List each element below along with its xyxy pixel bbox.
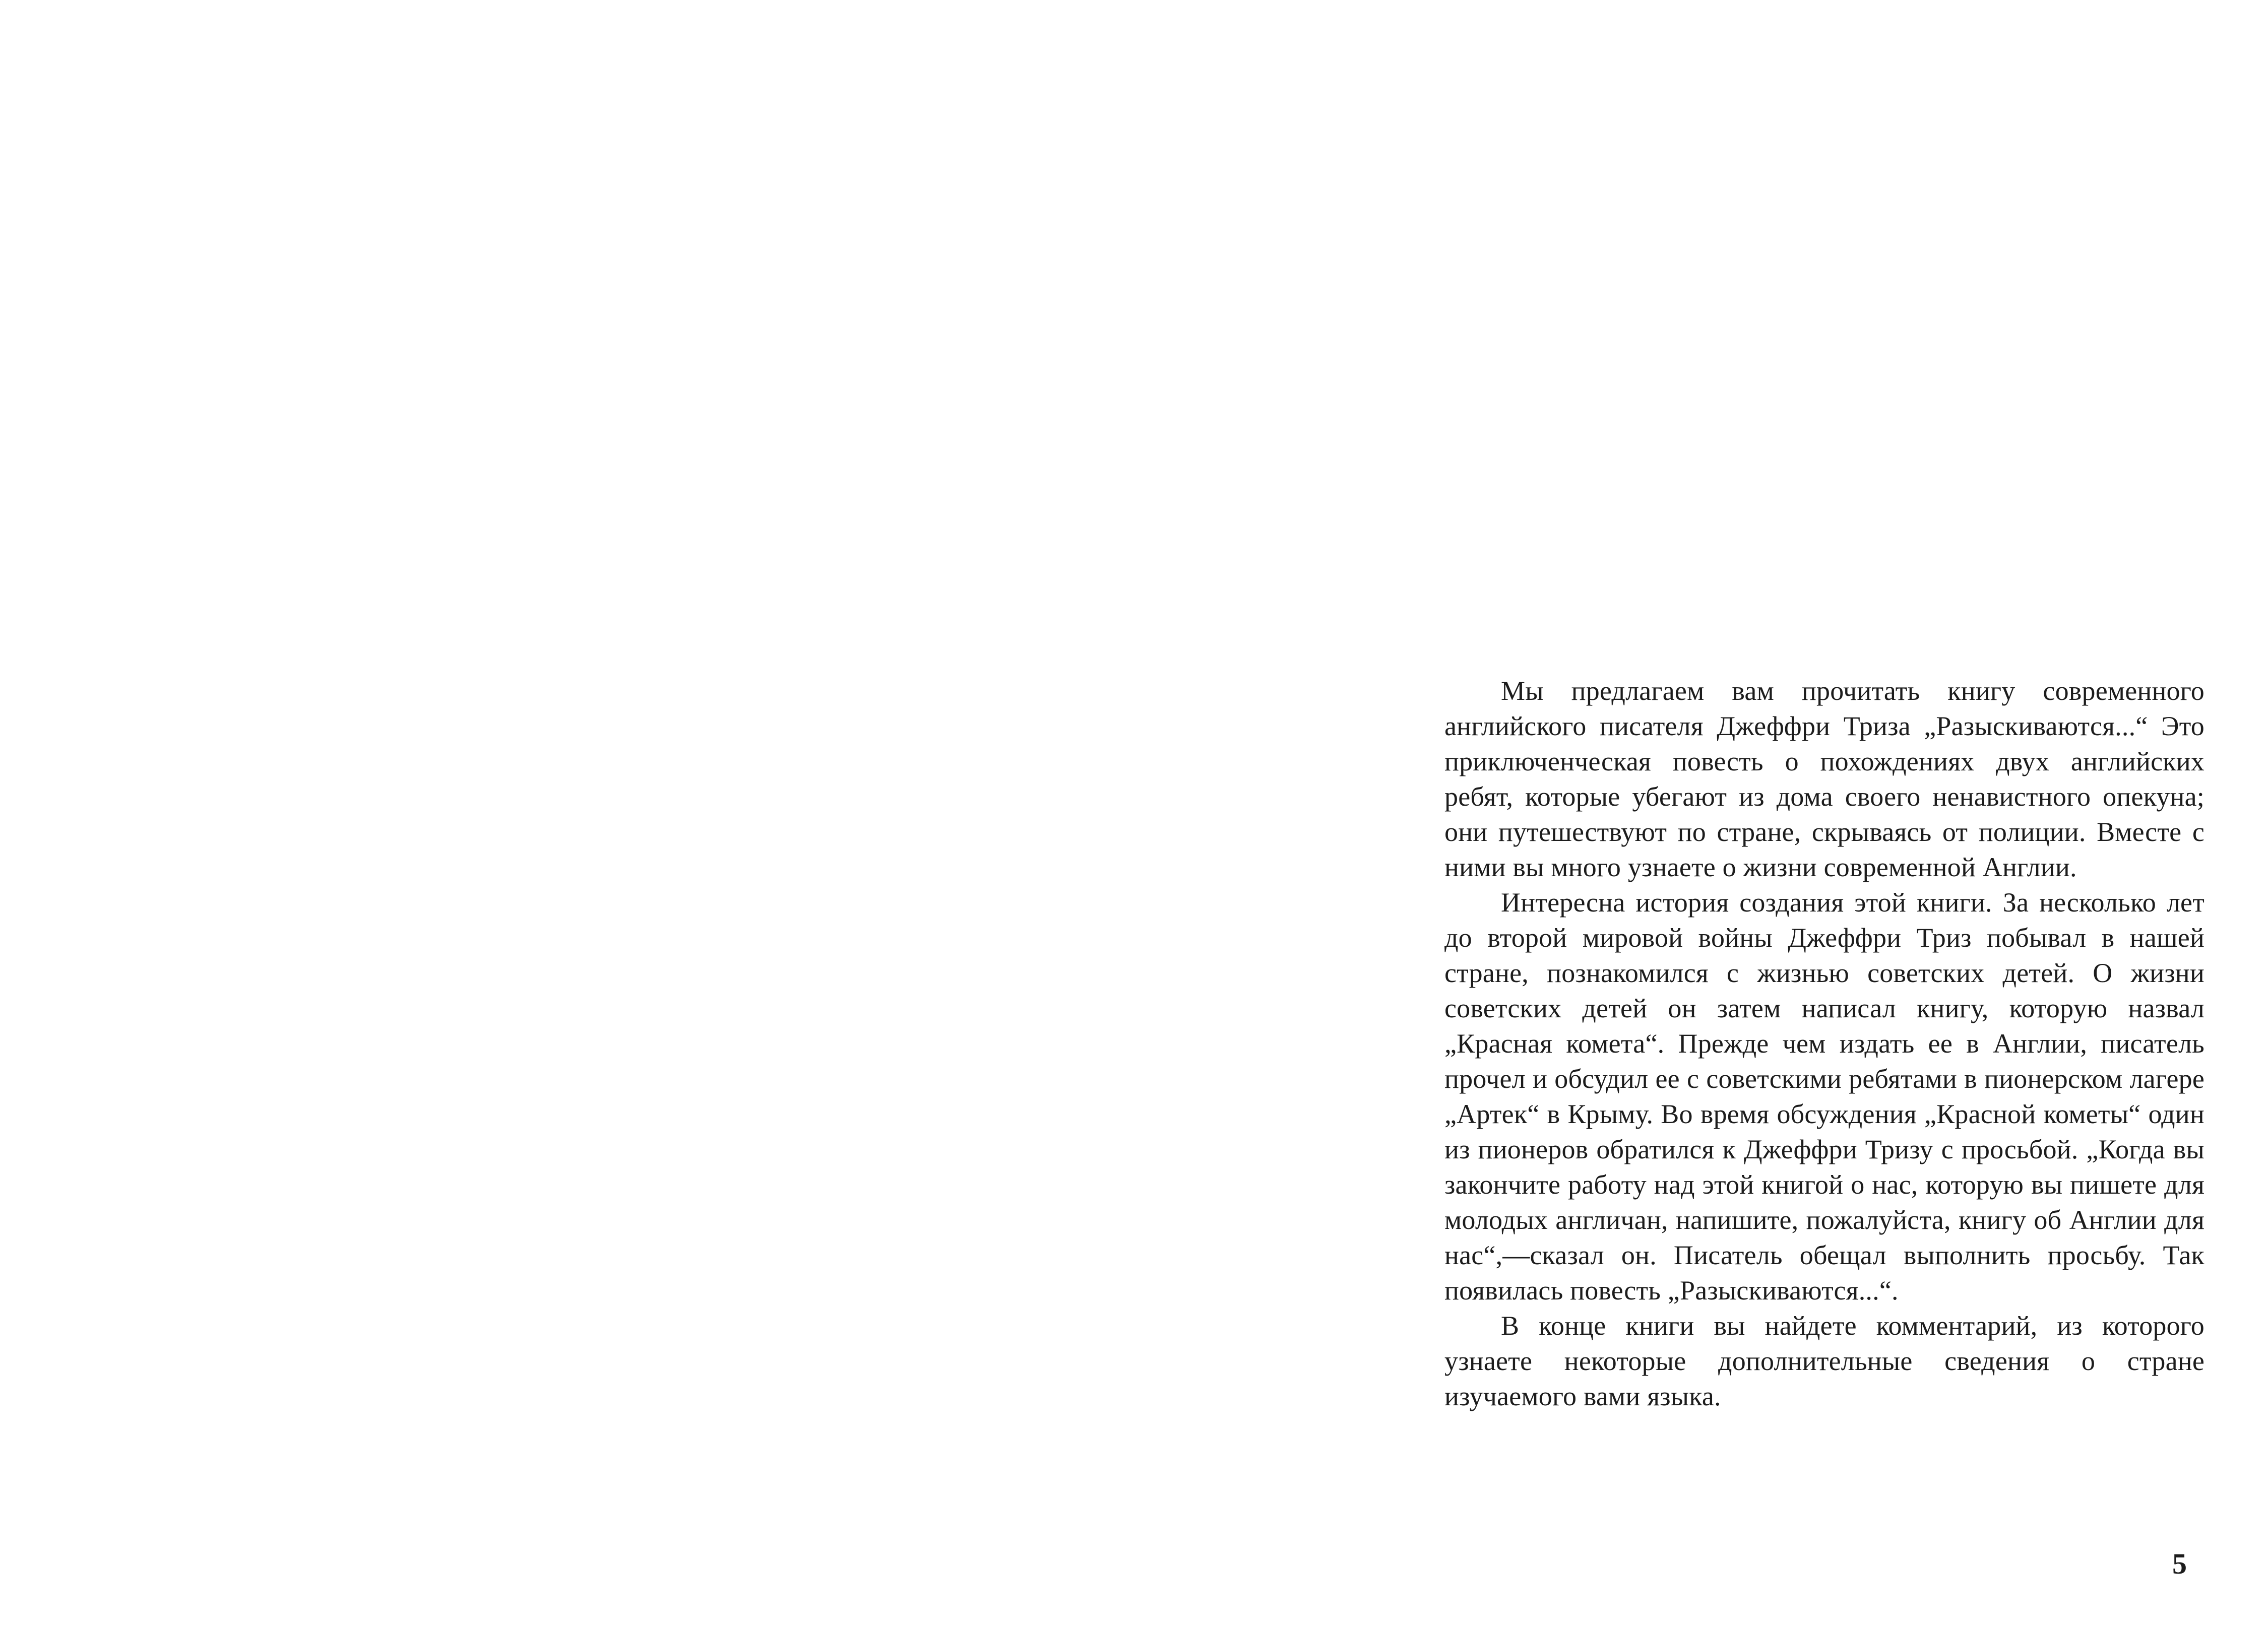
paragraph-history: Интересна история создания этой книги. За несколько лет до второй мировой войны Джеффри Триз побывал в нашей стране, познакомился с жизнью советских детей. О жизни советских детей он затем написал книгу, которую назвал „Красная комета“. Прежде чем издать ее в Англии, писатель прочел и обсудил ее с советскими ребятами в пионерском лагере „Артек“ в Крыму. Во время обсуждения „Красной кометы“ один из пионеров обратился к Джеффри Тризу с просьбой. „Когда вы закончите работу над этой книгой о нас, которую вы пишете для молодых англичан, напишите, пожалуйста, книгу об Англии для нас“,—сказал он. Писатель обещал выполнить просьбу. Так появилась повесть „Разыскиваются...“. (1444, 887, 2204, 1306)
page-number: 5 (2172, 1547, 2187, 1580)
paragraph-commentary: В конце книги вы найдете комментарий, из которого узнаете некоторые дополнительные сведения о стране изучаемого вами языка. (1444, 1311, 2204, 1411)
right-page (1134, 0, 2268, 1629)
paragraph-intro: Мы предлагаем вам прочитать книгу современного английского писателя Джеффри Триза „Разыскиваются...“ Это приключенческая повесть о похождениях двух английских ребят, которые убегают из дома своего ненавистного опекуна; они путешествуют по стране, скрываясь от полиции. Вместе с ними вы много узнаете о жизни современной Англии. (1444, 676, 2204, 882)
preface-text (1444, 673, 2204, 1414)
